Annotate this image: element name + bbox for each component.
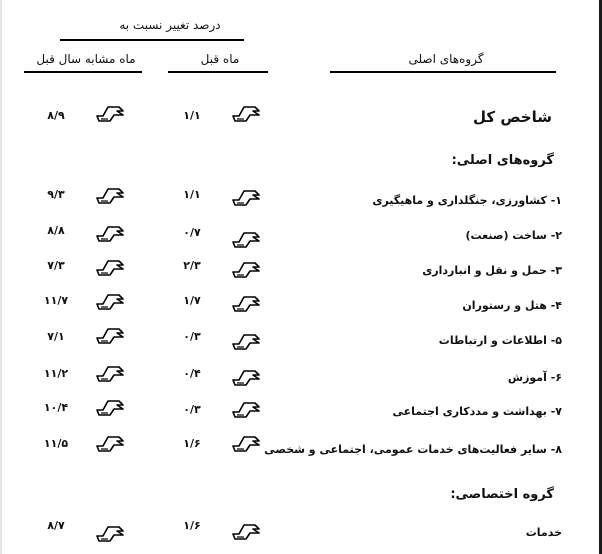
row-2-label: ۲- ساخت (صنعت) (465, 229, 562, 242)
row-6-same-month-value: ۱۱/۲ (43, 367, 69, 380)
up-arrow-icon (96, 326, 128, 346)
up-arrow-icon (232, 260, 264, 280)
up-arrow-icon (232, 434, 264, 454)
col-header-main-groups: گروه‌های اصلی (408, 52, 484, 66)
row-5-same-month-value: ۷/۱ (47, 330, 65, 343)
total-prev-month-value: ۱/۱ (183, 109, 201, 122)
row-6-prev-month-value: ۰/۴ (183, 367, 201, 380)
up-arrow-icon (96, 224, 128, 244)
col-header-prev-month: ماه قبل (200, 52, 240, 66)
total-index-label: شاخص کل (473, 108, 552, 126)
up-arrow-icon (232, 188, 264, 208)
up-arrow-icon (232, 332, 264, 352)
row-4-prev-month-value: ۱/۷ (183, 294, 201, 307)
services-prev-month-value: ۱/۶ (183, 519, 201, 532)
col-rule-prev-month (168, 71, 268, 73)
up-arrow-icon (96, 364, 128, 384)
row-2-prev-month-value: ۰/۷ (183, 226, 201, 239)
row-8-same-month-value: ۱۱/۵ (43, 437, 69, 450)
up-arrow-icon (232, 104, 264, 124)
row-5-label: ۵- اطلاعات و ارتباطات (438, 334, 562, 347)
row-1-prev-month-value: ۱/۱ (183, 188, 201, 201)
row-1-same-month-value: ۹/۳ (47, 188, 65, 201)
up-arrow-icon (96, 186, 128, 206)
row-4-same-month-value: ۱۱/۷ (43, 294, 69, 307)
up-arrow-icon (232, 522, 264, 542)
up-arrow-icon (96, 524, 128, 544)
total-same-month-value: ۸/۹ (47, 109, 65, 122)
row-7-same-month-value: ۱۰/۴ (43, 401, 69, 414)
col-header-same-month-last-year: ماه مشابه سال قبل (36, 52, 136, 66)
up-arrow-icon (96, 258, 128, 278)
up-arrow-icon (232, 294, 264, 314)
row-7-prev-month-value: ۰/۳ (183, 403, 201, 416)
row-5-prev-month-value: ۰/۳ (183, 330, 201, 343)
row-3-prev-month-value: ۲/۳ (183, 259, 201, 272)
services-label: خدمات (525, 526, 562, 539)
change-percent-header: درصد تغییر نسبت به (119, 18, 221, 32)
special-groups-title: گروه اختصاصی: (450, 487, 554, 502)
up-arrow-icon (96, 434, 128, 454)
up-arrow-icon (96, 398, 128, 418)
up-arrow-icon (232, 368, 264, 388)
up-arrow-icon (232, 400, 264, 420)
row-2-same-month-value: ۸/۸ (47, 224, 65, 237)
row-1-label: ۱- کشاورزی، جنگلداری و ماهیگیری (372, 194, 562, 207)
row-3-label: ۳- حمل و نقل و انبارداری (422, 264, 562, 277)
col-rule-main-groups (330, 71, 556, 73)
row-7-label: ۷- بهداشت و مددکاری اجتماعی (392, 405, 562, 418)
up-arrow-icon (232, 230, 264, 250)
change-percent-rule (60, 39, 244, 41)
row-8-label: ۸- سایر فعالیت‌های خدمات عمومی، اجتماعی و شخصی (264, 443, 562, 456)
row-6-label: ۶- آموزش (507, 371, 562, 384)
up-arrow-icon (96, 292, 128, 312)
row-3-same-month-value: ۷/۳ (47, 259, 65, 272)
up-arrow-icon (96, 104, 128, 124)
left-border (0, 0, 2, 554)
row-8-prev-month-value: ۱/۶ (183, 437, 201, 450)
services-same-month-value: ۸/۷ (47, 519, 65, 532)
col-rule-same-month (24, 71, 142, 73)
main-groups-title: گروه‌های اصلی: (451, 153, 554, 168)
row-4-label: ۴- هتل و رستوران (462, 299, 562, 312)
